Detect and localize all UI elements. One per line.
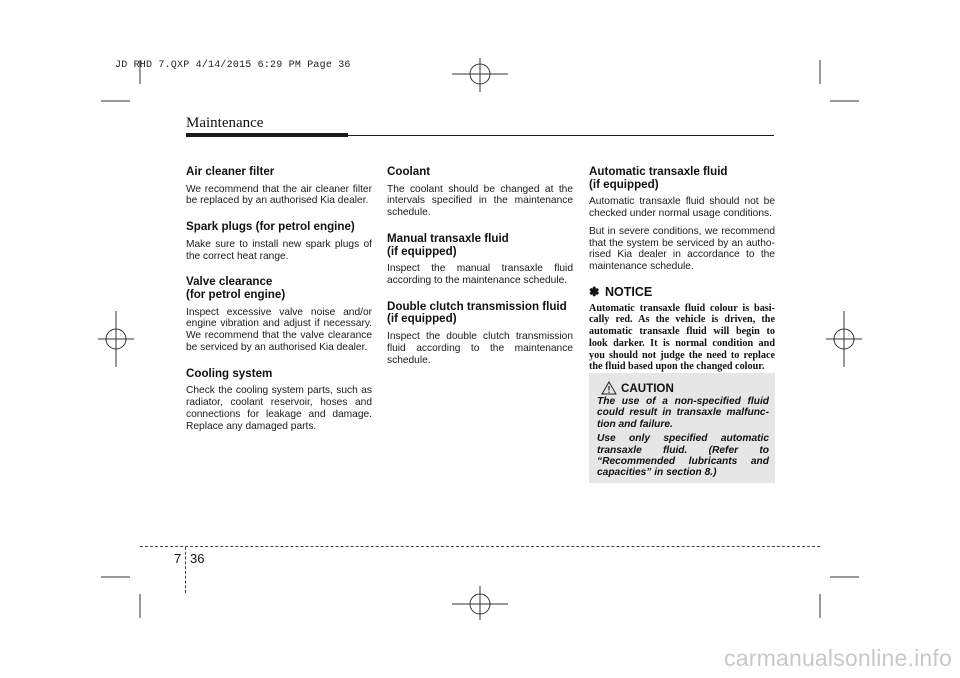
double-clutch-heading-line1: Double clutch transmission fluid <box>387 299 567 313</box>
manual-transaxle-heading-line1: Manual transaxle fluid <box>387 231 509 245</box>
spark-plugs-body: Make sure to install new spark plugs of the correct heat range. <box>186 238 372 262</box>
warning-triangle-icon <box>601 381 617 395</box>
caution-box <box>589 373 775 483</box>
coolant-body: The coolant should be changed at the intervals specified in the maintenance schedule. <box>387 183 573 219</box>
double-clutch-body: Inspect the double clutch transmission fluid according to the maintenance schedule. <box>387 330 573 366</box>
caution-body-2: Use only specified automatic transaxle fluid. (Refer to “Recommended lubricants and capacities” in section 8.) <box>597 433 769 479</box>
valve-clearance-heading-line2: (for petrol engine) <box>186 287 286 301</box>
caution-title: CAUTION <box>621 381 674 395</box>
section-title: Maintenance <box>186 115 264 131</box>
manual-transaxle-body: Inspect the manual transaxle fluid according to the maintenance schedule. <box>387 263 573 286</box>
notice-star-icon: ✽ <box>589 284 600 299</box>
air-cleaner-heading: Air cleaner filter <box>186 165 275 178</box>
print-slug: JD RHD 7.QXP 4/14/2015 6:29 PM Page 36 <box>115 60 351 71</box>
manual-transaxle-heading-line2: (if equipped) <box>387 244 457 258</box>
automatic-transaxle-body-2: But in severe conditions, we recommend that the system be serviced by an autho-rised Kia dealer in accordance to the maintenance schedule. <box>589 225 775 273</box>
page-number: 36 <box>190 551 205 566</box>
header-rule-thin <box>348 135 774 136</box>
automatic-transaxle-heading-line1: Automatic transaxle fluid <box>589 165 728 178</box>
notice-body: Automatic transaxle fluid colour is basi-cally red. As the vehicle is driven, the automatic transaxle fluid will begin to look darker. It is normal condition and you should not judge the need to replace the fluid based upon the changed colour. <box>589 302 775 373</box>
column-2 <box>387 166 573 380</box>
manual-transaxle-heading <box>387 233 573 258</box>
automatic-transaxle-heading-line2: (if equipped) <box>589 177 659 191</box>
automatic-transaxle-heading <box>589 166 775 191</box>
automatic-transaxle-body-1: Automatic transaxle fluid should not be checked under normal usage conditions. <box>589 196 775 219</box>
footer-divider <box>185 547 186 593</box>
chapter-number: 7 <box>174 551 182 566</box>
column-3 <box>589 166 775 373</box>
header-rule-thick <box>186 133 348 137</box>
cooling-system-heading: Cooling system <box>186 366 273 380</box>
valve-clearance-heading-line1: Valve clearance <box>186 275 273 289</box>
caution-header <box>597 381 769 395</box>
valve-clearance-heading <box>186 276 372 301</box>
double-clutch-heading-line2: (if equipped) <box>387 312 457 326</box>
watermark: carmanualsonline.info <box>724 645 952 671</box>
footer-rule <box>140 546 820 547</box>
coolant-heading: Coolant <box>387 165 431 178</box>
caution-body-1: The use of a non-specified fluid could result in transaxle malfunc-tion and failure. <box>597 396 769 430</box>
notice-title <box>589 284 775 299</box>
cooling-system-body: Check the cooling system parts, such as radiator, coolant reservoir, hoses and connections for leakage and damage. Replace any damaged parts. <box>186 385 372 432</box>
column-1 <box>186 166 372 447</box>
double-clutch-heading <box>387 301 573 326</box>
spark-plugs-heading: Spark plugs (for petrol engine) <box>186 220 355 234</box>
valve-clearance-body: Inspect excessive valve noise and/or engine vibration and adjust if necessary. We recommend that the valve clearance be serviced by an authorised Kia dealer. <box>186 306 372 353</box>
notice-title-text: NOTICE <box>604 284 653 299</box>
air-cleaner-body: We recommend that the air cleaner filter be replaced by an authorised Kia dealer. <box>186 183 372 207</box>
